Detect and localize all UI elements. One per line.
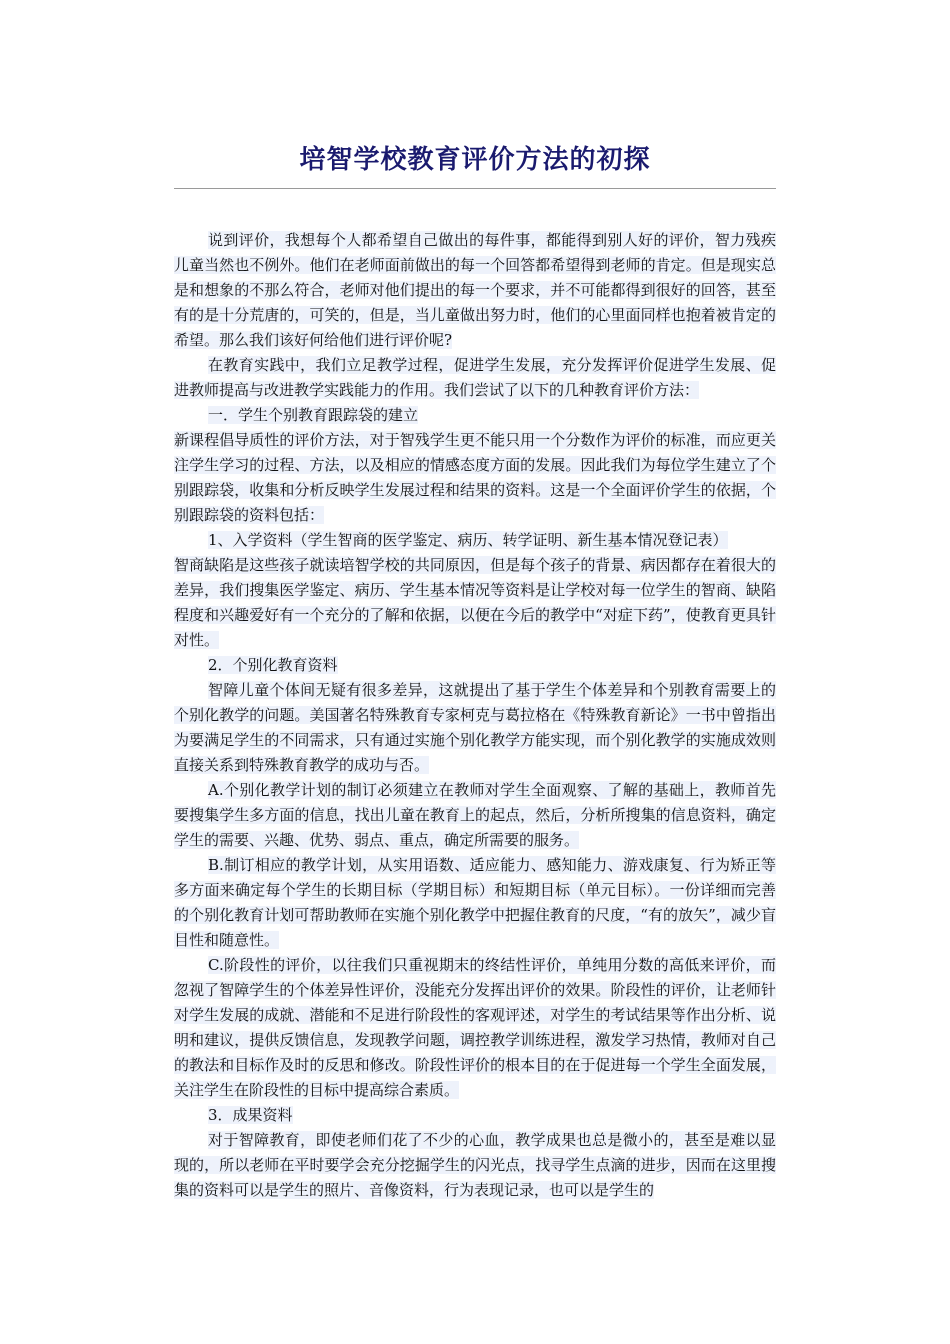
subsection-heading-text: 1、入学资料（学生智商的医学鉴定、病历、转学证明、新生基本情况登记表） [208, 531, 728, 549]
section-heading-text: 一．学生个别教育跟踪袋的建立 [208, 406, 419, 424]
section-heading [174, 403, 776, 428]
paragraph-text: 在教育实践中，我们立足教学过程，促进学生发展，充分发挥评价促进学生发展、促进教师提高与改进教学实践能力的作用。我们尝试了以下的几种教育评价方法： [174, 356, 776, 399]
paragraph-text: 说到评价，我想每个人都希望自己做出的每件事，都能得到别人好的评价，智力残疾儿童当然也不例外。他们在老师面前做出的每一个回答都希望得到老师的肯定。但是现实总是和想象的不那么符合，老师对他们提出的每一个要求，并不可能都得到很好的回答，甚至有的是十分荒唐的，可笑的，但是，当儿童做出努力时，他们的心里面同样也抱着被肯定的希望。那么我们该好何给他们进行评价呢? [174, 231, 776, 349]
paragraph [174, 853, 776, 953]
subsection-heading [174, 1103, 776, 1128]
subsection-heading [174, 653, 776, 678]
paragraph-text: 智障儿童个体间无疑有很多差异，这就提出了基于学生个体差异和个别教育需要上的个别化教学的问题。美国著名特殊教育专家柯克与葛拉格在《特殊教育新论》一书中曾指出为要满足学生的不同需求，只有通过实施个别化教学方能实现，而个别化教学的实施成效则直接关系到特殊教育教学的成功与否。 [174, 681, 776, 774]
paragraph [174, 553, 776, 653]
paragraph-text: 对于智障教育，即使老师们花了不少的心血，教学成果也总是微小的，甚至是难以显现的，所以老师在平时要学会充分挖掘学生的闪光点，找寻学生点滴的进步，因而在这里搜集的资料可以是学生的照片、音像资料，行为表现记录，也可以是学生的 [174, 1131, 776, 1199]
paragraph [174, 428, 776, 528]
paragraph [174, 353, 776, 403]
subsection-heading-text: 3．成果资料 [208, 1106, 293, 1124]
paragraph [174, 1128, 776, 1203]
paragraph-text: A.个别化教学计划的制订必须建立在教师对学生全面观察、了解的基础上，教师首先要搜集学生多方面的信息，找出儿童在教育上的起点，然后，分析所搜集的信息资料，确定学生的需要、兴趣、优势、弱点、重点，确定所需要的服务。 [174, 781, 776, 849]
paragraph-text: C.阶段性的评价，以往我们只重视期末的终结性评价，单纯用分数的高低来评价，而忽视了智障学生的个体差异性评价，没能充分发挥出评价的效果。阶段性的评价，让老师针对学生发展的成就、潜能和不足进行阶段性的客观评述，对学生的考试结果等作出分析、说明和建议，提供反馈信息，发现教学问题，调控教学训练进程，激发学习热情，教师对自己的教法和目标作及时的反思和修改。阶段性评价的根本目的在于促进每一个学生全面发展，关注学生在阶段性的目标中提高综合素质。 [174, 956, 776, 1099]
paragraph [174, 228, 776, 353]
subsection-heading [174, 528, 776, 553]
title-divider [174, 188, 776, 189]
paragraph [174, 678, 776, 778]
document-title: 培智学校教育评价方法的初探 [299, 145, 651, 175]
paragraph-text: 新课程倡导质性的评价方法，对于智残学生更不能只用一个分数作为评价的标准，而应更关注学生学习的过程、方法，以及相应的情感态度方面的发展。因此我们为每位学生建立了个别跟踪袋，收集和分析反映学生发展过程和结果的资料。这是一个全面评价学生的依据，个别跟踪袋的资料包括： [174, 431, 776, 524]
paragraph [174, 953, 776, 1103]
document-body [174, 228, 776, 1203]
paragraph [174, 778, 776, 853]
subsection-heading-text: 2．个别化教育资料 [208, 656, 338, 674]
paragraph-text: 智商缺陷是这些孩子就读培智学校的共同原因，但是每个孩子的背景、病因都存在着很大的差异，我们搜集医学鉴定、病历、学生基本情况等资料是让学校对每一位学生的智商、缺陷程度和兴趣爱好有一个充分的了解和依据，以便在今后的教学中“对症下药”，使教育更具针对性。 [174, 556, 776, 649]
paragraph-text: B.制订相应的教学计划，从实用语数、适应能力、感知能力、游戏康复、行为矫正等多方面来确定每个学生的长期目标（学期目标）和短期目标（单元目标）。一份详细而完善的个别化教育计划可帮助教师在实施个别化教学中把握住教育的尺度，“有的放矢”，减少盲目性和随意性。 [174, 856, 776, 949]
